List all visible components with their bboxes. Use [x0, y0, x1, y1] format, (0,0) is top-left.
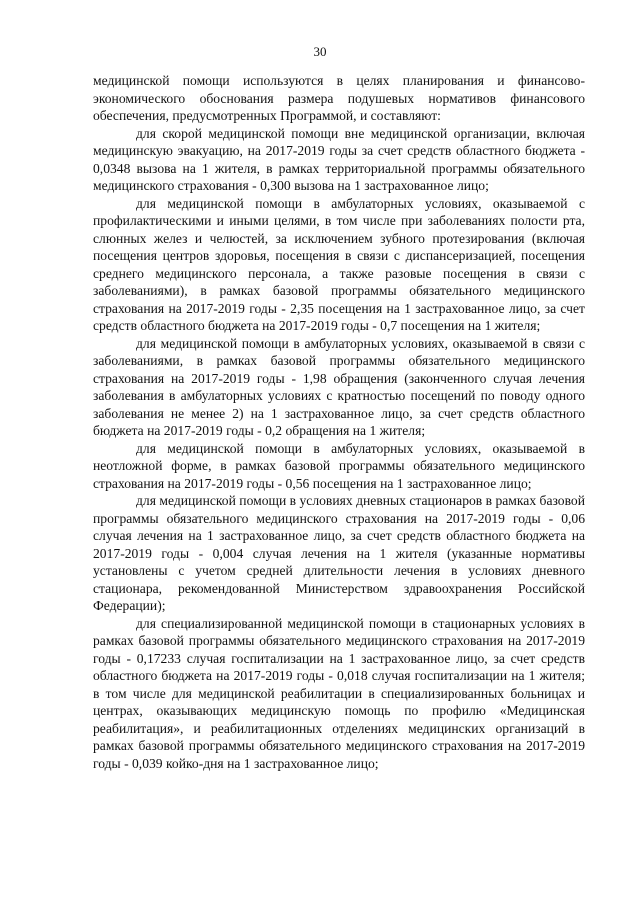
- page-number: 30: [313, 44, 327, 59]
- paragraph-outpatient-disease: для медицинской помощи в амбулаторных условиях, оказываемой в связи с заболеваниями, в рамках базовой программы обязательного медицинского страхования на 2017-2019 годы - 1,98 обращения (законченного случая лечения заболевания в амбулаторных условиях с кратностью посещений по поводу одного заболевания не менее 2) на 1 застрахованное лицо, за счет средств областного бюджета на 2017-2019 годы - 0,2 обращения на 1 жителя;: [93, 335, 585, 438]
- paragraph-day-hospital: для медицинской помощи в условиях дневных стационаров в рамках базовой программы обязательного медицинского страхования на 2017-2019 годы - 0,06 случая лечения на 1 застрахованное лицо, за счет средств областного бюджета на 2017-2019 годы - 0,004 случая лечения на 1 жителя (указанные нормативы установлены с учетом средней длительности лечения в условиях дневного стационара, рекомендованной Министерством здравоохранения Российской Федерации);: [93, 493, 585, 613]
- paragraph-intro: медицинской помощи используются в целях планирования и финансово-экономического обоснования размера подушевых нормативов финансового обеспечения, предусмотренных Программой, и составляют:: [93, 73, 585, 123]
- paragraph-outpatient-preventive: для медицинской помощи в амбулаторных условиях, оказываемой с профилактическими и иными целями, в том числе при заболеваниях полости рта, слюнных желез и челюстей, за исключением зубного протезирования (включая посещения центров здоровья, посещения в связи с диспансеризацией, посещения среднего медицинского персонала, а также разовые посещения в связи с заболеваниями), в рамках базовой программы обязательного медицинского страхования на 2017-2019 годы - 2,35 посещения на 1 застрахованное лицо, за счет средств областного бюджета на 2017-2019 годы - 0,7 посещения на 1 жителя;: [93, 195, 585, 333]
- paragraph-outpatient-urgent: для медицинской помощи в амбулаторных условиях, оказываемой в неотложной форме, в рамках базовой программы обязательного медицинского страхования на 2017-2019 годы - 0,56 посещения на 1 застрахованное лицо;: [93, 440, 585, 491]
- paragraph-inpatient-specialized: для специализированной медицинской помощи в стационарных условиях в рамках базовой программы обязательного медицинского страхования на 2017-2019 годы - 0,17233 случая госпитализации на 1 застрахованное лицо, за счет средств областного бюджета на 2017-2019 годы - 0,018 случая госпитализации на 1 жителя; в том числе для медицинской реабилитации в специализированных больницах и центрах, оказывающих медицинскую помощь по профилю «Медицинская реабилитация», и реабилитационных отделениях медицинских организаций в рамках базовой программы обязательного медицинского страхования на 2017-2019 годы - 0,039 койко-дня на 1 застрахованное лицо;: [93, 615, 585, 771]
- document-body: [93, 72, 585, 772]
- paragraph-emergency-care: для скорой медицинской помощи вне медицинской организации, включая медицинскую эвакуацию, на 2017-2019 годы за счет средств областного бюджета - 0,0348 вызова на 1 жителя, в рамках территориальной программы обязательного медицинского страхования - 0,300 вызова на 1 застрахованное лицо;: [93, 125, 585, 193]
